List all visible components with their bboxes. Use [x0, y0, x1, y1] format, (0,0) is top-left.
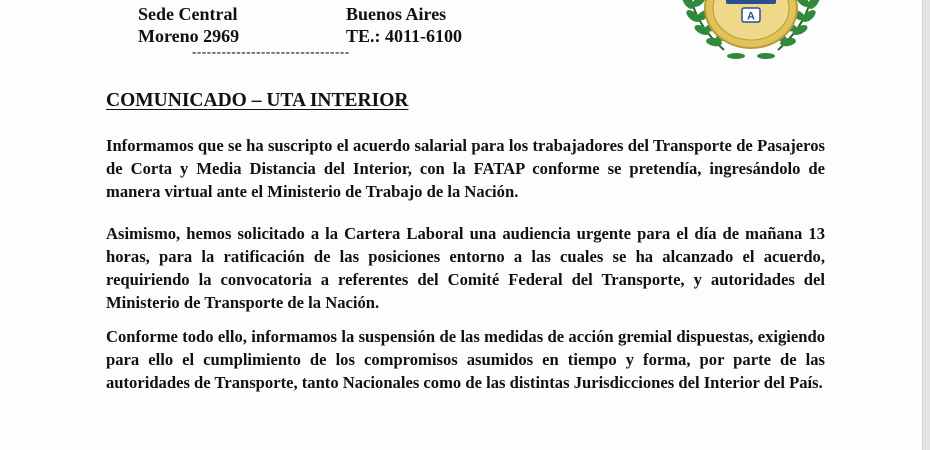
page-edge	[922, 0, 930, 450]
paragraph-3: Conforme todo ello, informamos la suspensión de las medidas de acción gremial dispuestas, exigiendo para ello el cumplimiento de los compromisos asumidos en tiempo y forma, por parte de las autoridades de Transporte, tanto Nacionales como de las distintas Jurisdicciones del Interior del País.	[106, 327, 825, 392]
document-title: COMUNICADO – UTA INTERIOR	[106, 90, 409, 111]
paragraph-2: Asimismo, hemos solicitado a la Cartera Laboral una audiencia urgente para el día de mañana 13 horas, para la ratificación de las posiciones entorno a las cuales se ha alcanzado el acuerdo, requiriendo la convocatoria a referentes del Comité Federal del Transporte, y autoridades del Ministerio de Transporte de la Nación.	[106, 224, 825, 312]
header-phone: TE.: 4011-6100	[346, 26, 463, 46]
header-address: Moreno 2969	[138, 26, 240, 46]
paragraph-1: Informamos que se ha suscripto el acuerdo salarial para los trabajadores del Transporte de Pasajeros de Corta y Media Distancia del Interior, con la FATAP conforme se pretendía, ingresándolo de manera virtual ante el Ministerio de Trabajo de la Nación.	[106, 136, 825, 201]
uta-emblem-icon	[676, 0, 826, 65]
header-city: Buenos Aires	[346, 4, 447, 24]
header-sede-central: Sede Central	[138, 4, 238, 24]
header-separator: --------------------------------	[192, 44, 350, 59]
emblem-letter: A	[747, 10, 755, 23]
